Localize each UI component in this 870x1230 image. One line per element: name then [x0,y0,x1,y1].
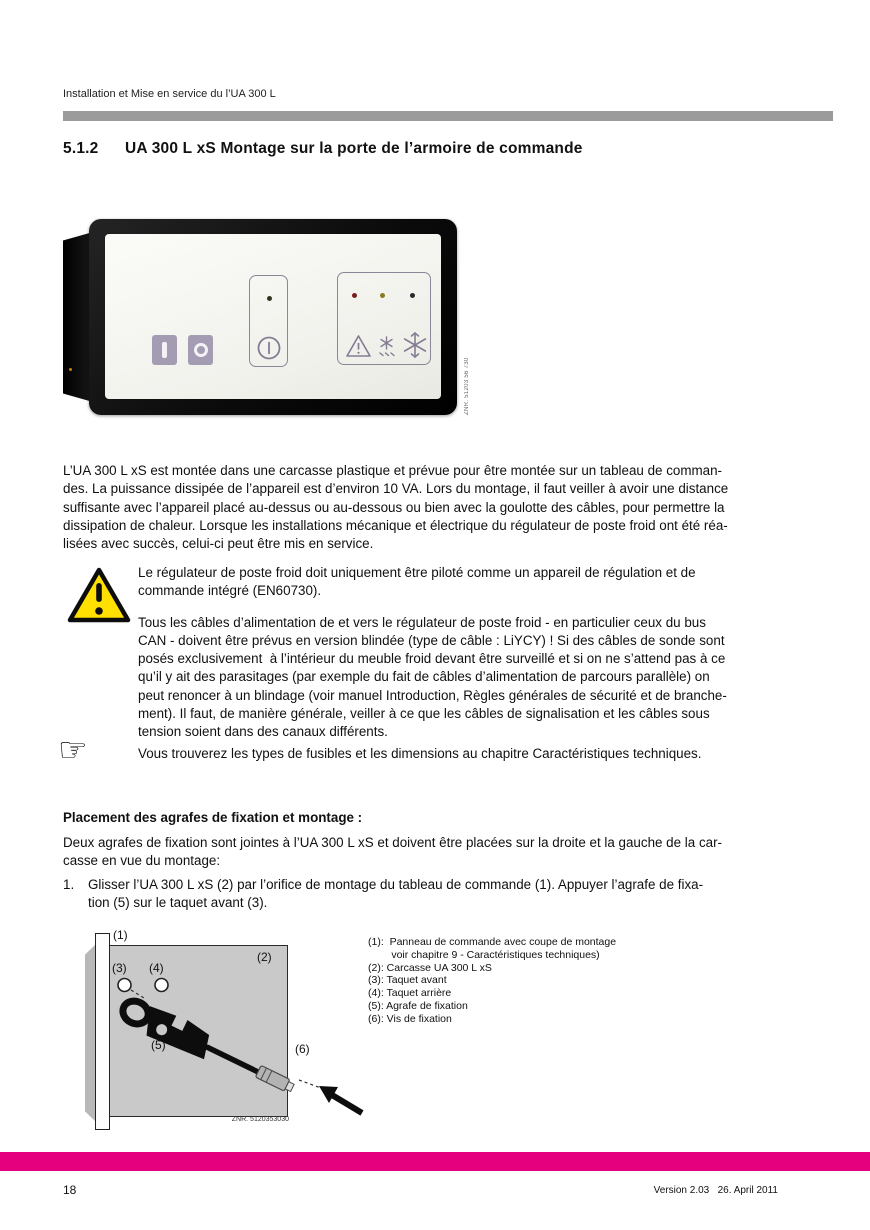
warning-triangle-icon [67,566,131,626]
warning-text [138,564,818,742]
text-line: lisées avec succès, celui-ci peut être mis en service. [63,536,374,552]
insertion-arrow-icon [319,1086,362,1113]
diagram-label-6: (6) [295,1042,310,1056]
taquet-arriere-circle [155,979,168,992]
warning-paragraph-1 [138,564,818,601]
page-number: 18 [63,1183,77,1197]
taquet-avant-circle [118,979,131,992]
legend-line: (6): Vis de fixation [368,1012,452,1025]
text-line: suffisante avec l’appareil placé au-dessus ou au-dessous ou bien avec la goulotte des câbles, pour permettre la [63,499,725,515]
snowflake-icon [401,331,429,359]
diagram-label-4: (4) [149,961,164,975]
step-number: 1. [63,877,75,892]
section-number: 5.1.2 [63,140,99,157]
step-1-item [63,876,703,913]
text-line: dissipation de chaleur. Lorsque les installations mécanique et électrique du régulateur de poste froid ont été réa- [63,517,728,533]
warning-paragraph-2 [138,614,818,742]
section-heading [63,140,583,158]
diagram-legend [368,936,616,1026]
running-header: Installation et Mise en service du l’UA 300 L [63,88,276,100]
fixing-clip [117,992,299,1103]
text-line: des. La puissance dissipée de l’appareil est d’environ 10 VA. Lors du montage, il faut veiller à avoir une distance [63,481,729,497]
diagram-label-1: (1) [113,928,128,942]
text-line: L’UA 300 L xS est montée dans une carcasse plastique et prévue pour être montée sur un tableau de comman- [63,463,723,478]
text-line: casse en vue du montage: [63,853,221,869]
defrost-snowflake-icon [376,336,397,357]
pointing-hand-icon: ☞ [58,730,88,769]
legend-line: (2): Carcasse UA 300 L xS [368,961,492,974]
alert-triangle-icon [345,334,372,358]
power-on-button [152,335,177,365]
alarm-led-yellow [380,293,385,298]
text-line: Le régulateur de poste froid doit uniquement être piloté comme un appareil de régulation et de [138,565,696,580]
side-led-dot [69,368,72,371]
alarm-led-dark [410,293,415,298]
text-line: peut renoncer à un blindage (voir manuel Introduction, Règles générales de sécurité et de branche- [138,687,727,703]
diagram-label-2: (2) [257,950,272,964]
power-off-button [188,335,213,365]
text-line: qu’il y ait des parasitages (par exemple du fait de câbles d’alimentation de parcours parallèle) on [138,669,710,685]
legend-line: (4): Taquet arrière [368,987,452,1000]
legend-line: (5): Agrafe de fixation [368,999,468,1012]
text-line: commande intégré (EN60730). [138,583,322,599]
power-icon [254,333,284,363]
text-line: tension soient dans des canaux différents. [138,724,388,740]
diagram-label-3: (3) [112,961,127,975]
legend-line: (3): Taquet avant [368,974,447,987]
text-line: Glisser l’UA 300 L xS (2) par l’orifice de montage du tableau de commande (1). Appuyer l’agrafe de fixa- [88,877,704,892]
on-glyph [162,342,167,358]
standby-led [267,296,272,301]
text-line: posés exclusivement à l’intérieur du meuble froid devant être surveillé et si on ne s’attend pas à ce [138,651,726,667]
fixing-screw [255,1065,289,1091]
legend-line: voir chapitre 9 - Caractéristiques techniques) [368,948,600,961]
device-photo [63,215,475,420]
header-rule [63,111,833,121]
footer-accent-bar [0,1152,870,1171]
text-line: ment). Il faut, de manière générale, veiller à ce que les câbles de signalisation et les câbles sous [138,706,710,722]
text-line: CAN - doivent être prévus en version blindée (type de câble : LiYCY) ! Si des câbles de sonde sont [138,632,725,648]
diagram-znr-number: ZNR. 5120353030 [231,1116,289,1123]
section-title: UA 300 L xS Montage sur la porte de l’armoire de commande [125,140,583,157]
intro-paragraph [63,462,728,553]
alarm-led-red [352,293,357,298]
off-glyph [194,343,208,357]
diagram-label-5: (5) [151,1038,166,1052]
step-text [88,876,703,913]
version-date: Version 2.03 26. April 2011 [653,1185,778,1196]
legend-line: (1): Panneau de commande avec coupe de montage [368,936,617,948]
photo-znr-number: ZNR. 51203 56 730 [464,357,470,415]
text-line: tion (5) sur le taquet avant (3). [88,895,268,911]
note-text: Vous trouverez les types de fusibles et les dimensions au chapitre Caractéristiques techniques. [138,746,702,761]
text-line: Deux agrafes de fixation sont jointes à l’UA 300 L xS et doivent être placées sur la droite et la gauche de la car- [63,835,723,850]
placement-heading: Placement des agrafes de fixation et montage : [63,810,363,825]
placement-paragraph [63,834,722,871]
text-line: Tous les câbles d’alimentation de et vers le régulateur de poste froid - en particulier ceux du bus [138,614,706,630]
mounting-diagram [75,930,385,1142]
